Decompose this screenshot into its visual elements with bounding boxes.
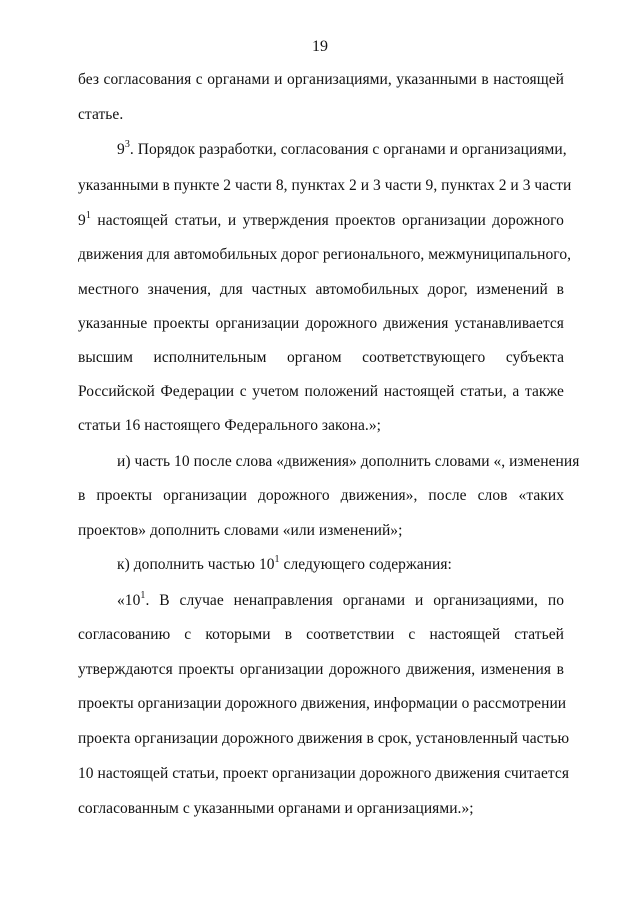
text-line: утверждаются проекты организации дорожного движения, изменения в <box>78 661 564 678</box>
text-line: проекта организации дорожного движения в срок, установленный частью <box>78 730 570 747</box>
text-line: согласованию с которыми в соответствии с настоящей статьей <box>78 626 564 643</box>
text-line: указанные проекты организации дорожного движения устанавливается <box>78 315 564 332</box>
text-line: движения для автомобильных дорог регионального, межмуниципального, <box>78 246 572 263</box>
text-line: указанными в пункте 2 части 8, пунктах 2 и 3 части 9, пунктах 2 и 3 части <box>78 177 572 194</box>
text-line: и) часть 10 после слова «движения» дополнить словами «, изменения <box>117 453 580 470</box>
text-line: статьи 16 настоящего Федерального закона.»; <box>78 417 381 434</box>
text-line: проектов» дополнить словами «или изменений»; <box>78 522 403 539</box>
text-line: Российской Федерации с учетом положений настоящей статьи, а также <box>78 383 564 400</box>
page-number: 19 <box>311 38 329 55</box>
text-line: $9^3$. Порядок разработки, согласования с органами и организациями, <box>117 138 567 158</box>
text-line: 10 настоящей статьи, проект организации дорожного движения считается <box>78 765 570 782</box>
text-line: $9^1$ настоящей статьи, и утверждения проектов организации дорожного <box>78 209 564 229</box>
text-line: к) дополнить частью $10^1$ следующего содержания: <box>117 553 452 573</box>
text-line: проекты организации дорожного движения, информации о рассмотрении <box>78 695 567 712</box>
text-line: «$10^1$. В случае ненаправления органами и организациями, по <box>117 589 564 609</box>
text-line: в проекты организации дорожного движения», после слов «таких <box>78 487 564 504</box>
text-line: без согласования с органами и организациями, указанными в настоящей <box>78 71 564 88</box>
text-line: местного значения, для частных автомобильных дорог, изменений в <box>78 281 564 298</box>
text-line: статье. <box>78 106 124 123</box>
text-line: согласованным с указанными органами и организациями.»; <box>78 800 474 817</box>
text-line: высшим исполнительным органом соответствующего субъекта <box>78 349 564 366</box>
